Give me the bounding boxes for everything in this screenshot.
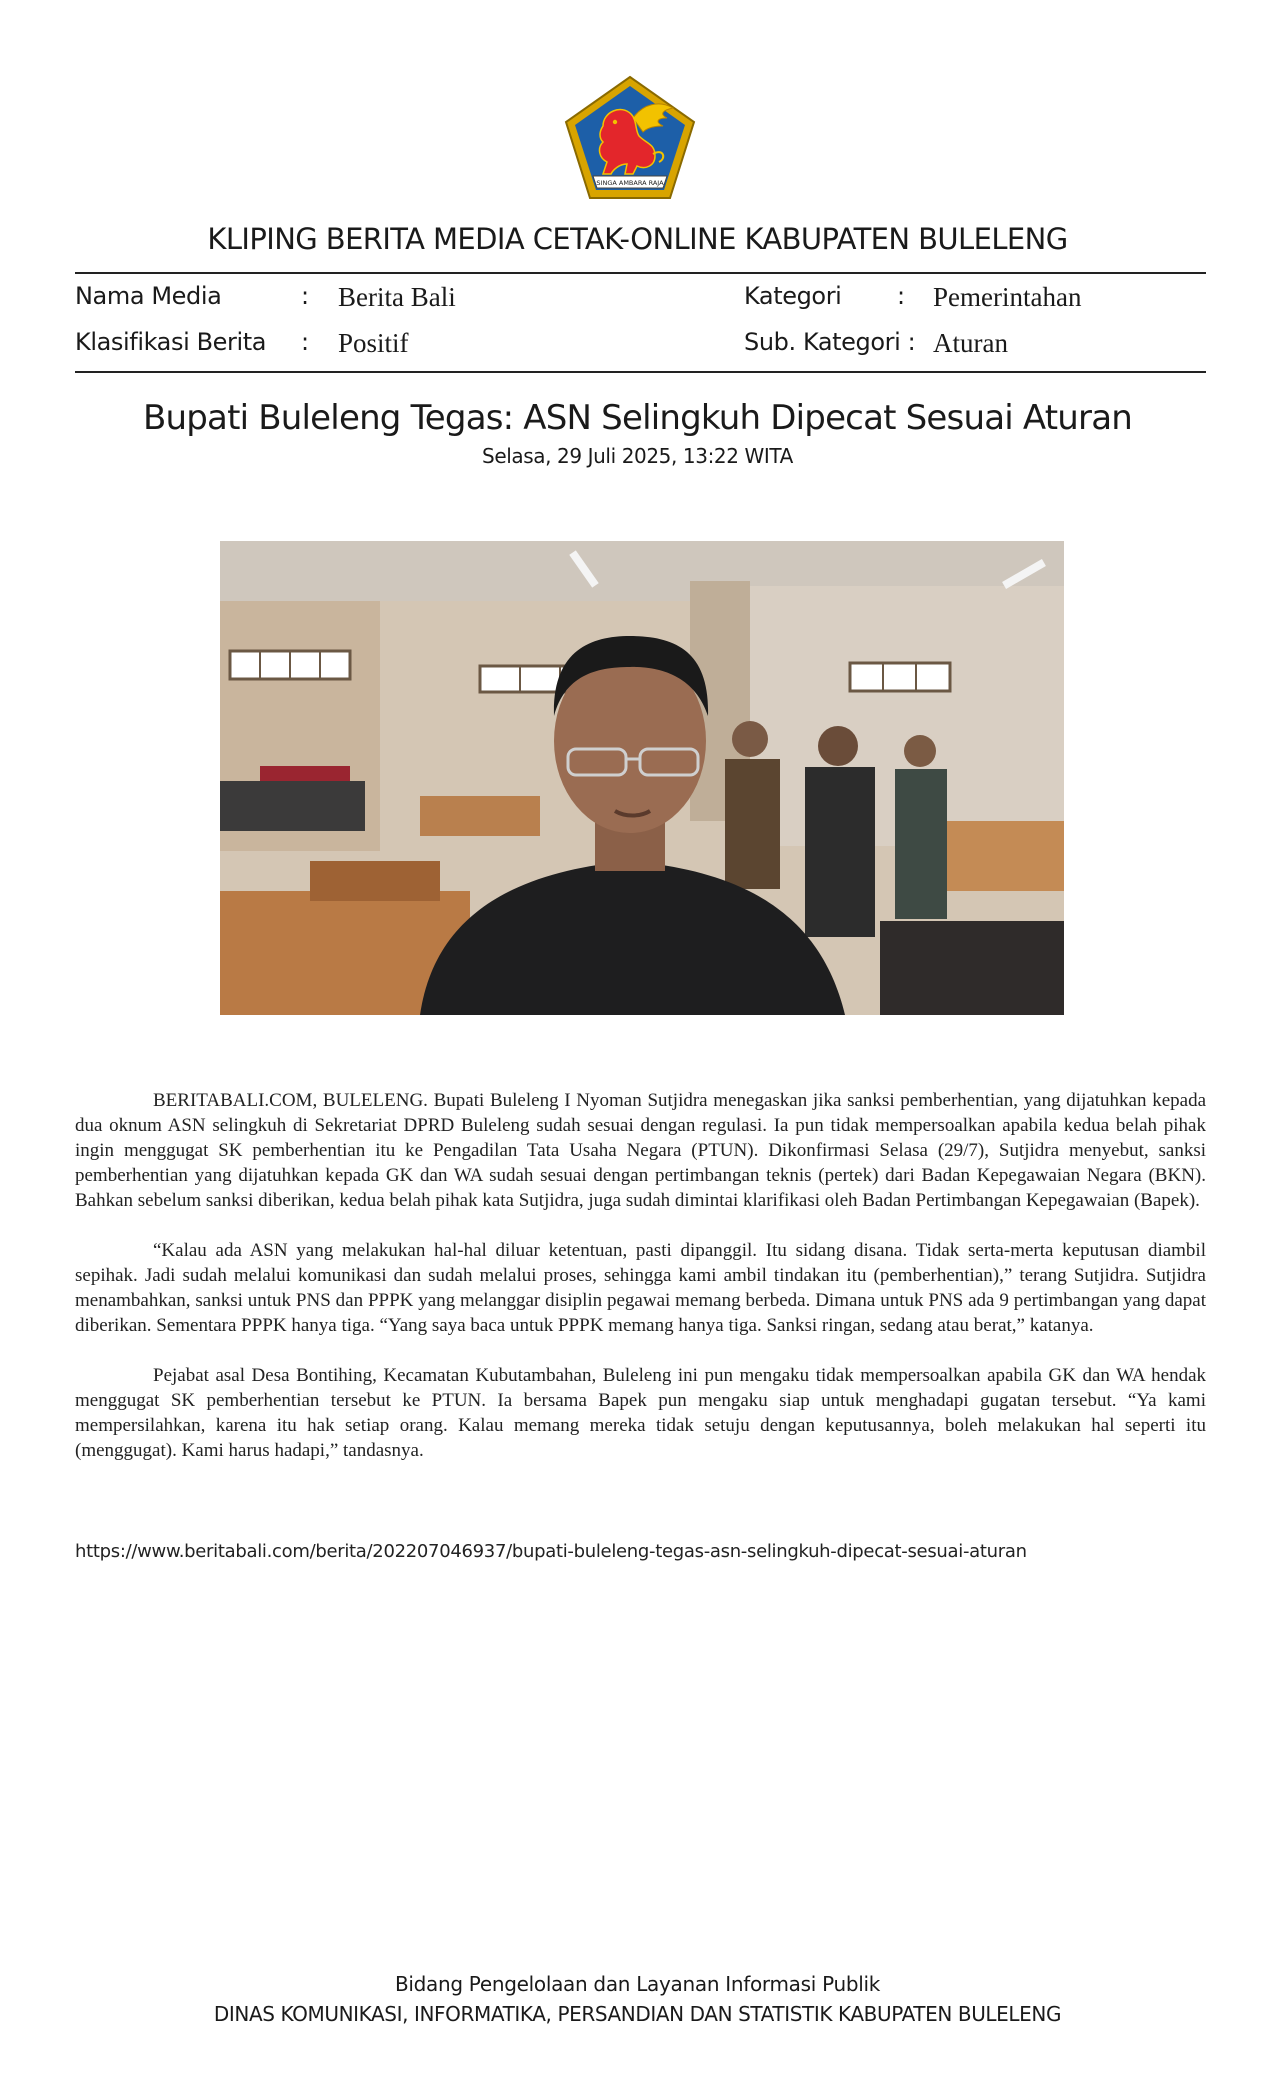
kabupaten-buleleng-logo xyxy=(563,74,697,202)
logo-motto: SINGA AMBARA RAJA xyxy=(596,179,664,187)
footer-division: Bidang Pengelolaan dan Layanan Informasi Publik xyxy=(394,1972,881,1996)
article-title: Bupati Buleleng Tegas: ASN Selingkuh Dipecat Sesuai Aturan xyxy=(142,398,1133,438)
klasifikasi-berita-value: Positif xyxy=(338,328,409,358)
clipping-header-title: KLIPING BERITA MEDIA CETAK-ONLINE KABUPATEN BULELENG xyxy=(207,222,1068,256)
kategori-colon: : xyxy=(897,282,906,310)
article-body xyxy=(75,1088,1206,1488)
kategori-value: Pemerintahan xyxy=(933,282,1082,312)
klasifikasi-berita-label: Klasifikasi Berita xyxy=(75,328,267,356)
meta-row-2 xyxy=(75,326,1206,362)
article-paragraph-2: “Kalau ada ASN yang melakukan hal-hal diluar ketentuan, pasti dipanggil. Itu sidang disana. Tidak serta-merta keputusan diambil sepihak. Jadi sudah melalui komunikasi dan sudah melalui proses, sehingga kami ambil tindakan itu (pemberhentian),” terang Sutjidra. Sutjidra menambahkan, sanksi untuk PNS dan PPPK yang melanggar disiplin pegawai memang berbeda. Dimana untuk PNS ada 9 pertimbangan yang dapat diberikan. Sementara PPPK hanya tiga. “Yang saya baca untuk PPPK memang hanya tiga. Sanksi ringan, sedang atau berat,” katanya. xyxy=(75,1240,1206,1336)
article-paragraph-1: BERITABALI.COM, BULELENG. Bupati Buleleng I Nyoman Sutjidra menegaskan jika sanksi pemberhentian, yang dijatuhkan kepada dua oknum ASN selingkuh di Sekretariat DPRD Buleleng sudah sesuai dengan regulasi. Ia pun tidak mempersoalkan apabila kedua belah pihak ingin menggugat SK pemberhentian itu ke Pengadilan Tata Usaha Negara (PTUN). Dikonfirmasi Selasa (29/7), Sutjidra menyebut, sanksi pemberhentian yang dijatuhkan kepada GK dan WA sudah sesuai dengan pertimbangan teknis (pertek) dari Badan Kepegawaian Negara (BKN). Bahkan sebelum sanksi diberikan, kedua belah pihak kata Sutjidra, juga sudah dimintai klarifikasi oleh Badan Pertimbangan Kepegawaian (Bapek). xyxy=(75,1090,1206,1211)
nama-media-label: Nama Media xyxy=(75,282,222,310)
footer-department: DINAS KOMUNIKASI, INFORMATIKA, PERSANDIAN DAN STATISTIK KABUPATEN BULELENG xyxy=(213,2002,1062,2026)
kategori-label: Kategori xyxy=(744,282,842,310)
article-date: Selasa, 29 Juli 2025, 13:22 WITA xyxy=(482,444,793,468)
nama-media-value: Berita Bali xyxy=(338,282,456,312)
sub-kategori-value: Aturan xyxy=(933,328,1008,358)
klasifikasi-berita-colon: : xyxy=(301,328,310,356)
sub-kategori-label: Sub. Kategori : xyxy=(744,328,916,356)
source-url-link[interactable]: https://www.beritabali.com/berita/202207046937/bupati-buleleng-tegas-asn-selingkuh-dipecat-sesuai-aturan xyxy=(75,1541,1027,1562)
article-photo xyxy=(220,541,1064,1015)
article-paragraph-3: Pejabat asal Desa Bontihing, Kecamatan Kubutambahan, Buleleng ini pun mengaku tidak mempersoalkan apabila GK dan WA hendak menggugat SK pemberhentian tersebut ke PTUN. Ia bersama Bapek pun mengaku siap untuk menghadapi gugatan tersebut. “Ya kami mempersilahkan, karena itu hak setiap orang. Kalau memang mereka tidak setuju dengan keputusannya, boleh melakukan hal seperti itu (menggugat). Kami harus hadapi,” tandasnya. xyxy=(75,1365,1206,1461)
meta-row-1 xyxy=(75,280,1206,316)
nama-media-colon: : xyxy=(301,282,310,310)
header-rule-top xyxy=(75,272,1206,274)
header-rule-bottom xyxy=(75,371,1206,373)
